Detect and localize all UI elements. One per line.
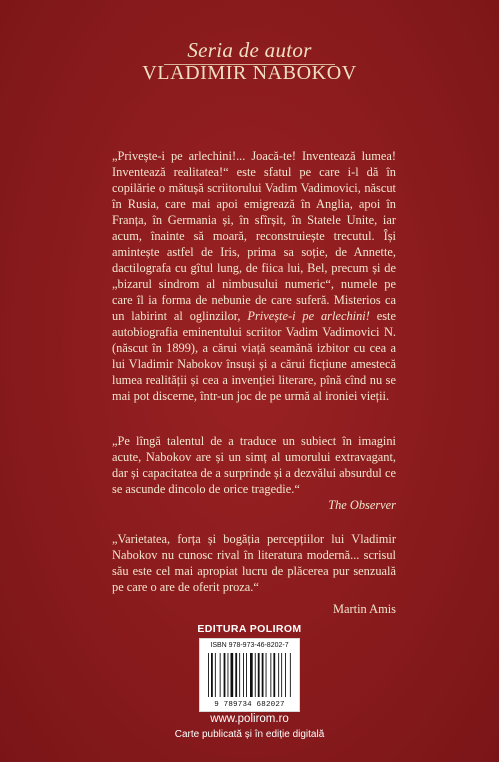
barcode	[199, 638, 300, 712]
author-name: VLADIMIR NABOKOV	[142, 62, 357, 84]
review-text: „Pe lîngă talentul de a traduce un subiect în imagini acute, Nabokov are și un simț al umorului extravagant, dar și capacitatea de a surprinde și a dezvălui absurdul ce se ascunde dincolo de orice tragedie.“	[112, 434, 396, 496]
barcode-number: 9 789734 682027	[214, 701, 285, 709]
digital-edition-note: Carte publicată și în ediție digitală	[174, 729, 325, 740]
isbn-number: ISBN 978-973-46-8202-7	[210, 642, 289, 649]
synopsis-text-start: „Privește-i pe arlechini!... Joacă-te! Inventează lumea! Inventează realitatea!“ este sfatul pe care i-l dă în copilărie o mătușă scriitorului Vadim Vadimovici, născut în Rusia, care mai apoi emigrează în Anglia, apoi în Franța, în Germania și, în sfîrșit, în Statele Unite, iar acum, înainte să moară, reconstruiește trecutul. Își amintește astfel de Iris, prima sa soție, de Annette, dactilografa cu gîtul lung, de fiica lui, Bel, precum și de „bizarul sindrom al nimbusului numeric“, numele pe care îl ia forma de nebunie de care suferă. Misterios ca un labirint al oglinzilor,	[112, 149, 396, 323]
review-text: „Varietatea, forța și bogăția percepțiilor lui Vladimir Nabokov nu cunosc rival în literatura modernă... scrisul său este cel mai apropiat lucru de plăcerea pur senzuală pe care o are de oferit proza.“	[112, 532, 396, 594]
barcode-bars-icon	[208, 653, 292, 697]
review-attribution: Martin Amis	[333, 602, 396, 616]
synopsis-paragraph	[112, 148, 396, 404]
synopsis-text-end: este autobiografia eminentului scriitor Vadim Vadimovici N. (născut în 1899), a cărui viață seamănă izbitor cu cea a lui Vladimir Nabokov însuși și a cărui ficțiune amestecă lumea realității și cea a invenției literare, pînă cînd nu se mai pot discerne, într-un joc de pe urmă al ironiei vieții.	[112, 309, 396, 403]
series-title: Seria de autor	[187, 38, 312, 62]
publisher-website: www.polirom.ro	[210, 713, 289, 725]
review-quote-amis	[112, 531, 396, 617]
book-title-italic: Privește-i pe arlechini!	[247, 309, 370, 323]
review-quote-observer	[112, 433, 396, 513]
publisher-name: EDITURA POLIROM	[197, 623, 302, 635]
review-attribution: The Observer	[328, 498, 396, 512]
